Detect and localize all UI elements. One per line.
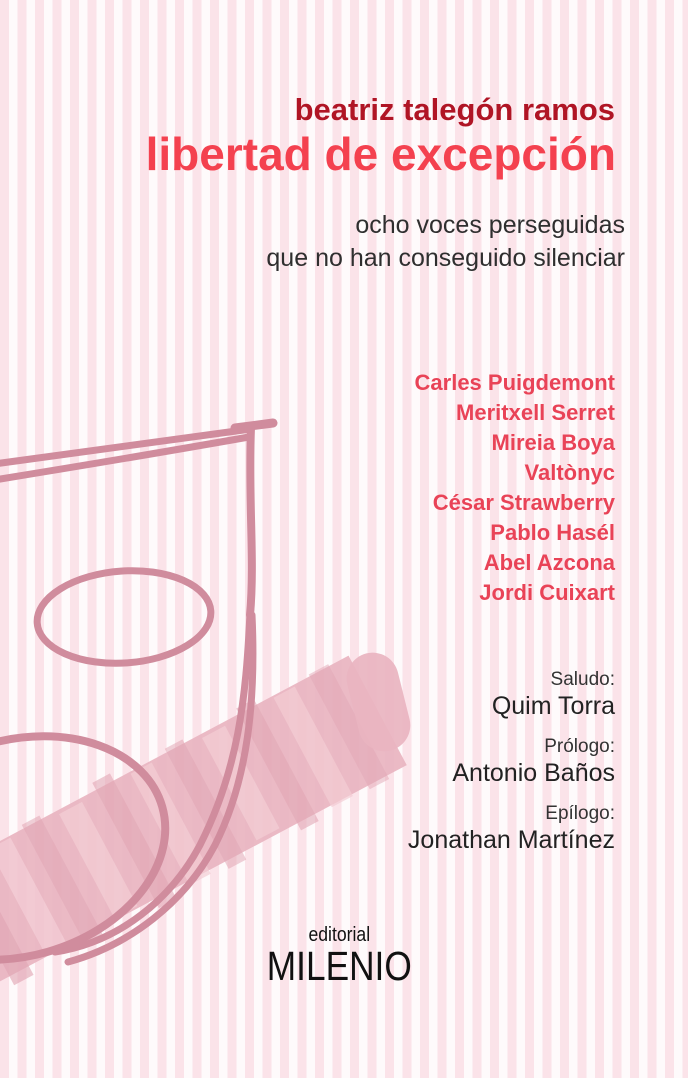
- credit-saludo: [408, 668, 615, 721]
- publisher-editorial-label: editorial: [308, 924, 370, 946]
- subtitle: [266, 209, 625, 275]
- author-name: beatriz talegón ramos: [294, 92, 615, 127]
- publisher-milenio-label: MILENIO: [266, 943, 412, 989]
- name-item: Jordi Cuixart: [479, 580, 615, 605]
- credit-role: Prólogo:: [544, 736, 615, 757]
- credit-person: Antonio Baños: [452, 759, 615, 787]
- subtitle-line-2: que no han conseguido silenciar: [266, 244, 625, 272]
- credits-block: [408, 668, 615, 869]
- name-item: Mireia Boya: [491, 430, 615, 455]
- credit-prologo: [408, 735, 615, 788]
- publisher-logo: [0, 924, 688, 989]
- credit-epilogo: [408, 802, 615, 855]
- book-title: libertad de excepción: [145, 128, 616, 180]
- credit-person: Quim Torra: [491, 692, 615, 720]
- name-item: César Strawberry: [432, 490, 615, 515]
- credit-role: Epílogo:: [545, 803, 615, 824]
- persecuted-names-list: [415, 368, 615, 608]
- name-item: Abel Azcona: [483, 550, 615, 575]
- credit-role: Saludo:: [550, 669, 615, 690]
- name-item: Carles Puigdemont: [414, 370, 615, 395]
- name-item: Pablo Hasél: [490, 520, 615, 545]
- name-item: Valtònyc: [524, 460, 615, 485]
- subtitle-line-1: ocho voces perseguidas: [355, 211, 625, 239]
- name-item: Meritxell Serret: [456, 400, 615, 425]
- credit-person: Jonathan Martínez: [407, 826, 615, 854]
